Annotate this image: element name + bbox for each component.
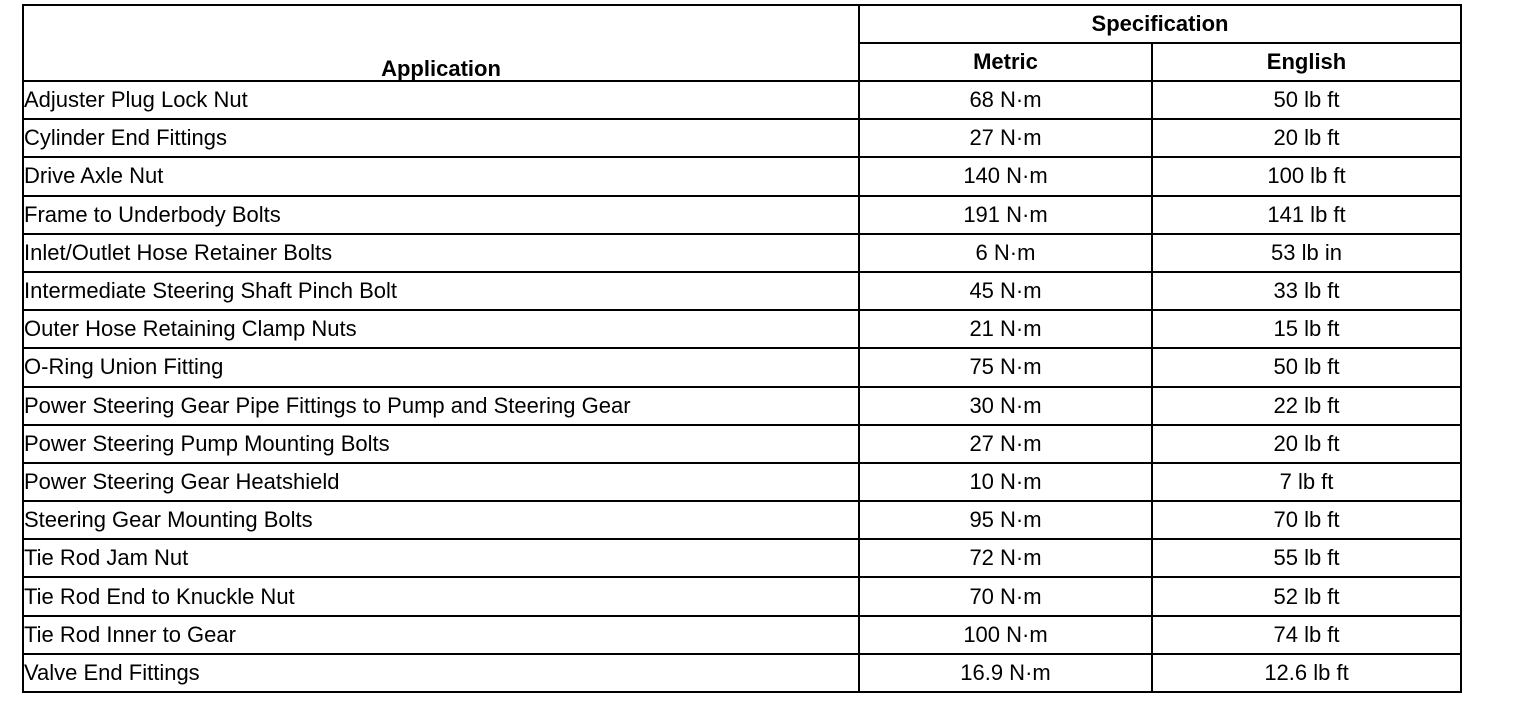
table-row: [23, 501, 1461, 539]
table-row: [23, 654, 1461, 692]
table-row: [23, 348, 1461, 386]
table-row: [23, 196, 1461, 234]
cell-application: Intermediate Steering Shaft Pinch Bolt: [23, 272, 859, 310]
cell-english: 53 lb in: [1152, 234, 1461, 272]
table-row: [23, 616, 1461, 654]
cell-english: 15 lb ft: [1152, 310, 1461, 348]
cell-english: 22 lb ft: [1152, 387, 1461, 425]
cell-application: Frame to Underbody Bolts: [23, 196, 859, 234]
cell-metric: 191 N·m: [859, 196, 1152, 234]
cell-metric: 27 N·m: [859, 425, 1152, 463]
spec-table-container: [22, 4, 1460, 691]
table-row: [23, 425, 1461, 463]
table-header: [23, 5, 1461, 81]
cell-english: 100 lb ft: [1152, 157, 1461, 195]
cell-metric: 16.9 N·m: [859, 654, 1152, 692]
torque-spec-table: [22, 4, 1462, 693]
cell-application: Tie Rod Jam Nut: [23, 539, 859, 577]
header-english: English: [1152, 43, 1461, 81]
cell-application: Tie Rod End to Knuckle Nut: [23, 577, 859, 615]
cell-metric: 75 N·m: [859, 348, 1152, 386]
cell-metric: 10 N·m: [859, 463, 1152, 501]
cell-metric: 30 N·m: [859, 387, 1152, 425]
cell-english: 50 lb ft: [1152, 348, 1461, 386]
cell-english: 7 lb ft: [1152, 463, 1461, 501]
cell-application: Inlet/Outlet Hose Retainer Bolts: [23, 234, 859, 272]
cell-english: 50 lb ft: [1152, 81, 1461, 119]
cell-metric: 100 N·m: [859, 616, 1152, 654]
header-application: Application: [23, 5, 859, 81]
table-row: [23, 577, 1461, 615]
header-row-top: [23, 5, 1461, 43]
table-row: [23, 119, 1461, 157]
cell-english: 55 lb ft: [1152, 539, 1461, 577]
table-row: [23, 463, 1461, 501]
cell-metric: 45 N·m: [859, 272, 1152, 310]
cell-metric: 6 N·m: [859, 234, 1152, 272]
cell-metric: 68 N·m: [859, 81, 1152, 119]
cell-application: Power Steering Pump Mounting Bolts: [23, 425, 859, 463]
cell-english: 33 lb ft: [1152, 272, 1461, 310]
cell-metric: 140 N·m: [859, 157, 1152, 195]
cell-english: 20 lb ft: [1152, 119, 1461, 157]
cell-application: Outer Hose Retaining Clamp Nuts: [23, 310, 859, 348]
table-row: [23, 387, 1461, 425]
table-row: [23, 272, 1461, 310]
cell-metric: 27 N·m: [859, 119, 1152, 157]
cell-metric: 72 N·m: [859, 539, 1152, 577]
cell-metric: 70 N·m: [859, 577, 1152, 615]
table-row: [23, 539, 1461, 577]
table-row: [23, 234, 1461, 272]
header-specification: Specification: [859, 5, 1461, 43]
cell-metric: 21 N·m: [859, 310, 1152, 348]
header-metric: Metric: [859, 43, 1152, 81]
cell-application: Steering Gear Mounting Bolts: [23, 501, 859, 539]
cell-english: 141 lb ft: [1152, 196, 1461, 234]
cell-application: O-Ring Union Fitting: [23, 348, 859, 386]
cell-application: Power Steering Gear Heatshield: [23, 463, 859, 501]
cell-application: Drive Axle Nut: [23, 157, 859, 195]
cell-english: 52 lb ft: [1152, 577, 1461, 615]
table-row: [23, 310, 1461, 348]
cell-application: Valve End Fittings: [23, 654, 859, 692]
cell-english: 70 lb ft: [1152, 501, 1461, 539]
cell-application: Tie Rod Inner to Gear: [23, 616, 859, 654]
cell-english: 12.6 lb ft: [1152, 654, 1461, 692]
cell-metric: 95 N·m: [859, 501, 1152, 539]
table-body: [23, 81, 1461, 692]
cell-application: Adjuster Plug Lock Nut: [23, 81, 859, 119]
cell-english: 20 lb ft: [1152, 425, 1461, 463]
cell-application: Cylinder End Fittings: [23, 119, 859, 157]
table-row: [23, 81, 1461, 119]
table-row: [23, 157, 1461, 195]
cell-english: 74 lb ft: [1152, 616, 1461, 654]
cell-application: Power Steering Gear Pipe Fittings to Pump and Steering Gear: [23, 387, 859, 425]
